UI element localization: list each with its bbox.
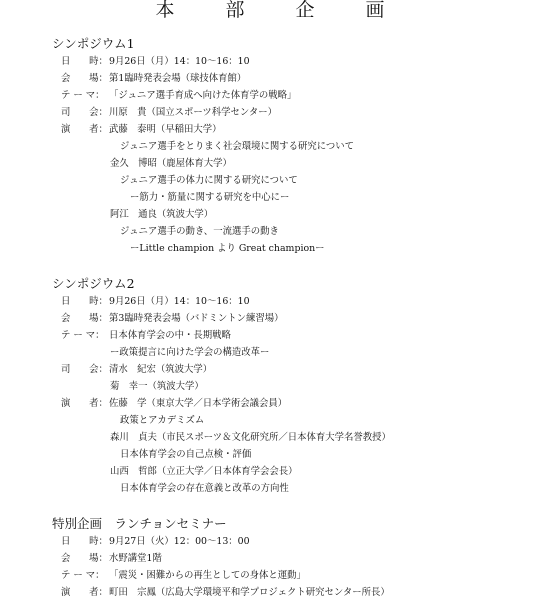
row-value: 日本体育学会の中・長期戦略 xyxy=(109,330,231,341)
row-value: 佐藤 学（東京大学／日本学術会議会員） xyxy=(109,398,288,409)
row-label: 日 時： xyxy=(61,296,108,307)
row-label: 演 者： xyxy=(61,124,108,135)
row-value: 9月27日（火）12：00〜13：00 xyxy=(109,536,250,547)
row-value: 「震災・困難からの再生としての身体と運動」 xyxy=(109,570,306,581)
row-value: 川原 貴（国立スポーツ科学センター） xyxy=(109,107,278,118)
row-label: 会 場： xyxy=(61,313,108,324)
row-label: テ ー マ： xyxy=(61,330,105,341)
row-label: 会 場： xyxy=(61,553,108,564)
speaker-name: 金久 博昭（鹿屋体育大学） xyxy=(110,158,232,169)
row-value: 町田 宗鳳（広島大学環境平和学プロジェクト研究センター所長） xyxy=(109,587,390,598)
theme-subtitle: ー政策提言に向けた学会の構造改革ー xyxy=(110,347,270,358)
row-value: 9月26日（月）14：10〜16：10 xyxy=(109,296,250,307)
speaker-name: 森川 貞夫（市民スポーツ＆文化研究所／日本体育大学名誉教授） xyxy=(110,432,391,443)
row-value: 水野講堂1階 xyxy=(109,553,162,564)
row-label: 会 場： xyxy=(61,73,108,84)
row-value: 第3臨時発表会場（バドミントン練習場） xyxy=(109,313,284,324)
speaker-name: 阿江 通良（筑波大学） xyxy=(110,209,214,220)
row-value: 第1臨時発表会場（球技体育館） xyxy=(109,73,247,84)
section-heading: シンポジウム1 xyxy=(52,36,135,51)
section-heading: 特別企画 ランチョンセミナー xyxy=(52,516,227,531)
chair-name: 菊 幸一（筑波大学） xyxy=(110,381,204,392)
section-heading: シンポジウム2 xyxy=(52,276,135,291)
talk-title: ジュニア選手をとりまく社会環境に関する研究について xyxy=(120,141,355,152)
row-label: 日 時： xyxy=(61,536,108,547)
row-label: 演 者： xyxy=(61,398,108,409)
speaker-name: 山西 哲郎（立正大学／日本体育学会会長） xyxy=(110,466,298,477)
row-label: テ ー マ： xyxy=(61,90,105,101)
row-value: 清水 紀宏（筑波大学） xyxy=(109,364,213,375)
talk-subtitle: ー筋力・筋量に関する研究を中心にー xyxy=(130,192,290,203)
talk-title: ジュニア選手の体力に関する研究について xyxy=(120,175,298,186)
talk-subtitle: ーLittle champion より Great championー xyxy=(130,243,325,254)
talk-title: 日本体育学会の存在意義と改革の方向性 xyxy=(120,483,289,494)
talk-title: 政策とアカデミズム xyxy=(120,415,205,426)
row-value: 「ジュニア選手育成へ向けた体育学の戦略」 xyxy=(109,90,297,101)
page-title: 本 部 企 画 xyxy=(155,0,401,21)
row-label: 演 者： xyxy=(61,587,108,598)
talk-title: 日本体育学会の自己点検・評価 xyxy=(120,449,252,460)
row-value: 9月26日（月）14：10〜16：10 xyxy=(109,56,250,67)
row-value: 武藤 泰明（早稲田大学） xyxy=(109,124,222,135)
row-label: 司 会： xyxy=(61,107,108,118)
row-label: 日 時： xyxy=(61,56,108,67)
row-label: 司 会： xyxy=(61,364,108,375)
row-label: テ ー マ： xyxy=(61,570,105,581)
talk-title: ジュニア選手の動き、一流選手の動き xyxy=(120,226,279,237)
